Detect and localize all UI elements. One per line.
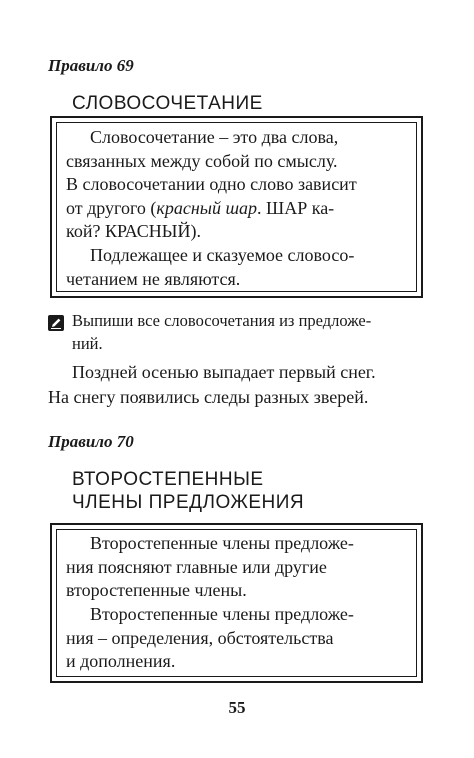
rule-69-title: СЛОВОСОЧЕТАНИЕ <box>72 93 263 114</box>
text-line: Словосочетание – это два слова, <box>90 127 339 147</box>
title-line: ВТОРОСТЕПЕННЫЕ <box>72 469 264 490</box>
rule-70-title <box>72 468 304 514</box>
text-line: На снегу появились следы разных зверей. <box>48 387 369 407</box>
text-line: второстепенные члены. <box>66 580 247 600</box>
text-fragment: от другого ( <box>66 197 157 218</box>
page-number: 55 <box>228 698 246 717</box>
text-line: Второстепенные члены предложе- <box>90 604 354 624</box>
rule-70-paragraph-2 <box>66 603 406 674</box>
rule-69-paragraph-1 <box>66 126 406 244</box>
pencil-task-icon <box>48 315 64 331</box>
text-line: ний. <box>72 334 103 353</box>
text-line: Второстепенные члены предложе- <box>90 533 354 553</box>
rule-69-paragraph-2 <box>66 244 406 291</box>
text-line: ния – определения, обстоятельства <box>66 627 334 648</box>
text-line: кой? КРАСНЫЙ). <box>66 221 201 241</box>
title-line: ЧЛЕНЫ ПРЕДЛОЖЕНИЯ <box>72 492 305 513</box>
text-line: В словосочетании одно слово зависит <box>66 174 357 194</box>
text-line: Выпиши все словосочетания из предложе- <box>72 311 372 330</box>
example-phrase: красный шар <box>156 197 258 218</box>
text-line: четанием не являются. <box>66 268 241 289</box>
rule-69-label: Правило 69 <box>48 56 134 75</box>
text-line: Подлежащее и сказуемое словосо- <box>90 245 355 265</box>
exercise-text <box>48 360 428 410</box>
task-instruction <box>72 309 432 355</box>
rule-70-label: Правило 70 <box>48 432 134 451</box>
text-fragment: . ШАР ка- <box>257 197 335 218</box>
rule-70-paragraph-1 <box>66 532 406 603</box>
text-line: Поздней осенью выпадает первый снег. <box>72 362 376 382</box>
text-line: связанных между собой по смыслу. <box>66 150 338 171</box>
text-line: и дополнения. <box>66 651 176 671</box>
text-line <box>66 197 406 221</box>
text-line: ния поясняют главные или другие <box>66 556 327 577</box>
